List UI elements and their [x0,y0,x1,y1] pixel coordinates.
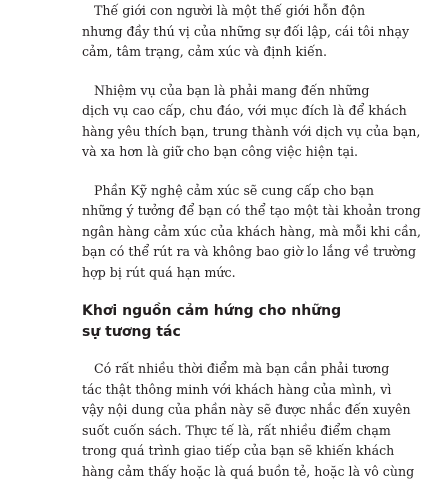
paragraph-4 [82,359,415,482]
text-line: hợp bị rút quá hạn mức. [82,264,236,280]
text-line: và xa hơn là giữ cho bạn công việc hiện tại. [82,144,358,159]
paragraph-1 [82,1,410,63]
text-line: cảm, tâm trạng, cảm xúc và định kiến. [82,44,328,59]
text-line: những ý tưởng để bạn có thể tạo một tài khoản trong [82,203,421,218]
text-line: hàng yêu thích bạn, trung thành với dịch vụ của bạn, [82,123,421,139]
heading-line: Khơi nguồn cảm hứng cho những [82,303,342,319]
text-line: trong quá trình giao tiếp của bạn sẽ khiến khách [82,443,395,458]
text-line: dịch vụ cao cấp, chu đáo, với mục đích là để khách [82,103,407,118]
text-line: ngân hàng cảm xúc của khách hàng, mà mỗi khi cần, [82,223,421,239]
text-line: Nhiệm vụ của bạn là phải mang đến những [94,82,370,98]
text-line: Có rất nhiều thời điểm mà bạn cần phải tương [94,361,390,376]
paragraph-2 [82,81,421,163]
text-line: Thế giới con người là một thế giới hỗn độn [94,3,366,18]
section-heading [82,301,342,343]
heading-line: sự tương tác [82,324,181,340]
text-line: suốt cuốn sách. Thực tế là, rất nhiều điểm chạm [82,422,391,438]
text-line: nhưng đầy thú vị của những sự đối lập, cái tôi nhạy [82,23,410,39]
text-line: vậy nội dung của phần này sẽ được nhắc đến xuyên [82,402,411,417]
text-line: tác thật thông minh với khách hàng của mình, vì [82,381,392,397]
page-content [82,0,421,500]
text-line: bạn có thể rút ra và không bao giờ lo lắng về trường [82,244,417,259]
text-line: Phần Kỹ nghệ cảm xúc sẽ cung cấp cho bạn [94,182,374,198]
paragraph-3 [82,181,421,284]
text-line: hàng cảm thấy hoặc là quá buồn tẻ, hoặc là vô cùng [82,463,415,479]
